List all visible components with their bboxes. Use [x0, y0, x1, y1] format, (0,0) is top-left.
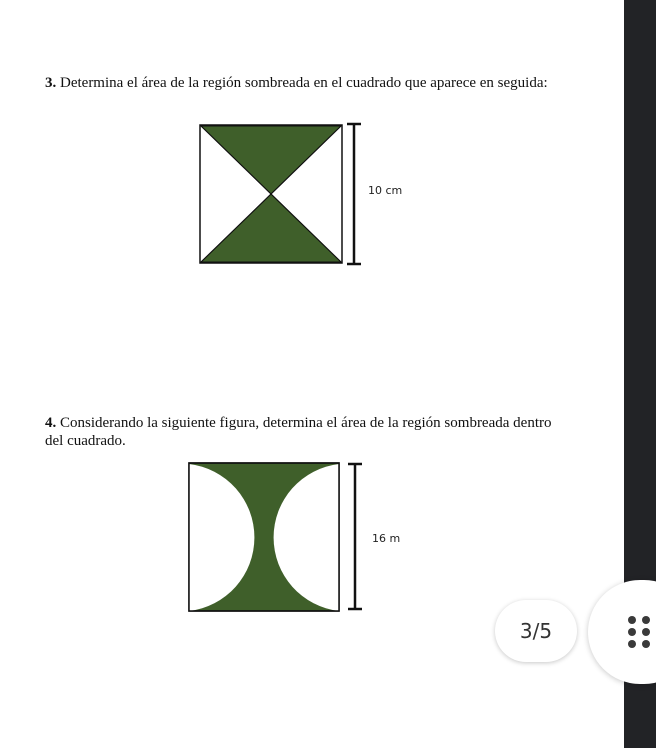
problem-3-number: 3. — [45, 75, 57, 91]
problem-4-number: 4. — [45, 415, 57, 431]
problem-4-figure — [186, 456, 418, 616]
problem-3-text — [45, 74, 555, 92]
grid-dots-icon — [628, 616, 652, 648]
dimension-label: 16 m — [372, 532, 401, 545]
page-indicator-label: 3/5 — [519, 619, 553, 643]
problem-3-statement: Determina el área de la región sombreada en el cuadrado que aparece en seguida: — [56, 75, 548, 91]
problem-3-figure — [196, 120, 412, 270]
problem-4-statement: Considerando la siguiente figura, determina el área de la región sombreada dentro del cuadrado. — [45, 415, 552, 449]
dimension-label: 10 cm — [368, 184, 403, 197]
problem-4-text — [45, 414, 555, 450]
dimension-bracket — [348, 464, 362, 609]
page-indicator[interactable] — [495, 600, 577, 662]
menu-button[interactable] — [588, 580, 656, 684]
dimension-bracket — [347, 124, 361, 264]
